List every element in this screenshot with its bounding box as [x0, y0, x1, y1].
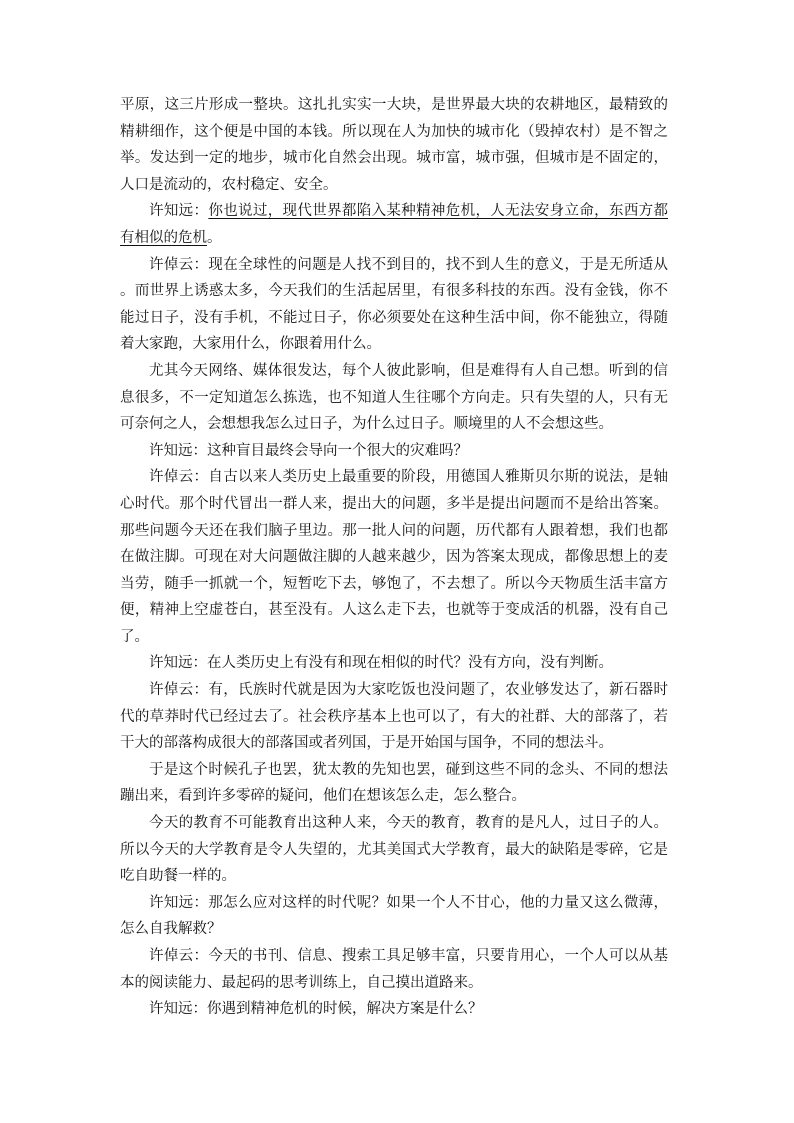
speaker-label: 许知远： — [149, 442, 207, 459]
speaker-label: 许知远： — [149, 1001, 207, 1018]
paragraph-text: 尤其今天网络、媒体很发达，每个人彼此影响，但是难得有人自己想。听到的信息很多，不一定知道怎么拣选，也不知道人生往哪个方向走。只有失望的人，只有无可奈何之人，会想想我怎么过日子，为什么过日子。顺境里的人不会想这些。 — [120, 362, 668, 433]
document-page — [120, 92, 668, 1023]
paragraph-text: 自古以来人类历史上最重要的阶段，用德国人雅斯贝尔斯的说法，是轴心时代。那个时代冒出一群人来，提出大的问题，多半是提出问题而不是给出答案。那些问题今天还在我们脑子里边。那一批人问的问题，历代都有人跟着想，我们也都在做注脚。可现在对大问题做注脚的人越来越少，因为答案太现成，都像思想上的麦当劳，随手一抓就一个，短暂吃下去，够饱了，不去想了。所以今天物质生活丰富方便，精神上空虚苍白，甚至没有。人这么走下去，也就等于变成活的机器，没有自己了。 — [120, 469, 669, 645]
paragraph — [120, 810, 668, 890]
paragraph — [120, 943, 668, 996]
speaker-label: 许知远： — [149, 655, 207, 672]
paragraph — [120, 358, 668, 438]
paragraph — [120, 677, 668, 757]
paragraph — [120, 252, 668, 358]
paragraph — [120, 438, 668, 465]
paragraph-text: 平原，这三片形成一整块。这扎扎实实一大块，是世界最大块的农耕地区，最精致的精耕细作，这个便是中国的本钱。所以现在人为加快的城市化（毁掉农村）是不智之举。发达到一定的地步，城市化自然会出现。城市富，城市强，但城市是不固定的，人口是流动的，农村稳定、安全。 — [120, 97, 668, 193]
paragraph-text: 今天的教育不可能教育出这种人来，今天的教育，教育的是凡人，过日子的人。所以今天的大学教育是令人失望的，尤其美国式大学教育，最大的缺陷是零碎，它是吃自助餐一样的。 — [120, 815, 668, 885]
paragraph-end-punctuation: 。 — [207, 229, 222, 246]
paragraph-text: 现在全球性的问题是人找不到目的，找不到人生的意义，于是无所适从。而世界上诱惑太多，今天我们的生活起居里，有很多科技的东西。没有金钱，你不能过日子，没有手机，不能过日子，你必须要处在这种生活中间，你不能独立，得随着大家跑，大家用什么，你跟着用什么。 — [120, 256, 669, 353]
speaker-label: 许倬云： — [149, 948, 209, 964]
speaker-label: 许倬云： — [149, 682, 209, 699]
paragraph-text: 今天的书刊、信息、搜索工具足够丰富，只要肯用心，一个人可以从基本的阅读能力、最起码的思考训练上，自己摸出道路来。 — [120, 948, 669, 991]
paragraph — [120, 757, 668, 810]
paragraph-text: 这种盲目最终会导向一个很大的灾难吗？ — [207, 442, 468, 459]
underlined-question-text: 你也说过，现代世界都陷入某种精神危机，人无法安身立命，东西方都有相似的危机 — [120, 203, 669, 246]
paragraph — [120, 198, 668, 251]
paragraph-text: 于是这个时候孔子也罢，犹太教的先知也罢，碰到这些不同的念头、不同的想法蹦出来，看到许多零碎的疑问，他们在想该怎么走，怎么整合。 — [120, 761, 668, 805]
paragraph — [120, 996, 668, 1023]
paragraph-text: 你遇到精神危机的时候，解决方案是什么？ — [207, 1001, 483, 1018]
paragraph-text: 在人类历史上有没有和现在相似的时代？没有方向，没有判断。 — [207, 655, 613, 672]
speaker-label: 许倬云： — [149, 469, 209, 486]
speaker-label: 许知远： — [149, 894, 209, 911]
paragraph-text: 有，氏族时代就是因为大家吃饭也没问题了，农业够发达了，新石器时代的草莽时代已经过去了。社会秩序基本上也可以了，有大的社群、大的部落了，若干大的部落构成很大的部落国或者列国，于是开始国与国争，不同的想法斗。 — [120, 682, 669, 752]
paragraph — [120, 650, 668, 677]
paragraph-text: 那怎么应对这样的时代呢？如果一个人不甘心，他的力量又这么微薄，怎么自我解救？ — [120, 894, 669, 938]
paragraph — [120, 890, 668, 943]
paragraph — [120, 464, 668, 650]
paragraph — [120, 92, 668, 198]
speaker-label: 许知远： — [149, 203, 209, 220]
speaker-label: 许倬云： — [149, 256, 209, 273]
